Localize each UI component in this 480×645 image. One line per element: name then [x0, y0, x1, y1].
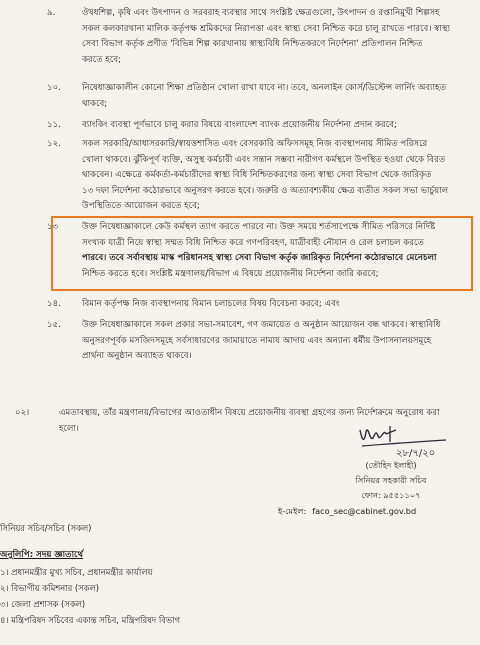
cc-item: ১। প্রধানমন্ত্রীর মুখ্য সচিব, প্রধানমন্ত্রীর কার্যালয়: [0, 567, 153, 577]
text-line: অনুসরণপূর্বক মসজিদসমূহে সর্বসাধারণের জামায়াতে নামায আদায় এবং অন্যান্য ধর্মীয় উপাসনালয়সমূহে: [82, 335, 432, 346]
text-line: প্রার্থনা অনুষ্ঠান অব্যাহত থাকবে।: [82, 351, 192, 362]
item-number: ১২.: [47, 139, 61, 149]
item-text: [82, 137, 460, 215]
signatory-phone: ফোন: ৯৫৫১১০৭: [361, 490, 421, 500]
item-number: ১৫.: [47, 320, 61, 330]
text-line: হলো।: [59, 423, 79, 434]
item-number: ১১.: [47, 120, 61, 130]
item-text: [82, 81, 460, 112]
item-text: [82, 220, 460, 282]
email-line: [278, 506, 416, 519]
signatory-designation: সিনিয়র সহকারী সচিব: [355, 475, 427, 485]
text-line: থাকবে;: [82, 98, 108, 109]
text-line: ব্যাংকিং ব্যবস্থা পূর্ণভাবে চালু করার বিষয়ে বাংলাদেশ ব্যাংক প্রয়োজনীয় নির্দেশনা প্রদান করবে;: [82, 120, 397, 130]
text-line: সকল সরকারি/আধাসরকারি/স্বায়ত্তশাসিত এবং বেসরকারি অফিসসমূহ নিজ ব্যবস্থাপনায় সীমিত পরিসরে: [82, 139, 428, 149]
text-line: উক্ত নিষেধাজ্ঞাকালে কেউ কর্মস্থল ত্যাগ করতে পারবে না। উক্ত সময়ে শর্তসাপেক্ষে সীমিত পরিসরে নির্দিষ্ট: [82, 222, 436, 232]
paragraph-number: ০২।: [15, 408, 30, 418]
signatory-name: (তৌহিদ ইলাহী): [365, 460, 417, 470]
signature-date: ২৮/৭/২০: [396, 448, 436, 459]
email-address: faco_sec@cabinet.gov.bd: [312, 506, 417, 516]
cc-item: ৩। জেলা প্রশাসক (সকল): [0, 599, 86, 609]
email-label: ই-মেইল:: [278, 506, 307, 516]
text-line: বিমান কর্তৃপক্ষ নিজ ব্যবস্থাপনায় বিমান চলাচলের বিষয় বিবেচনা করবে; এবং: [82, 299, 340, 309]
text-line-bold: পারবে। তবে সর্বাবস্থায় মাস্ক পরিধানসহ স্বাস্থ্য সেবা বিভাগ কর্তৃক জারিকৃত নির্দেশনা কঠোরভাবে মেনেচলা: [82, 253, 437, 264]
item-text: [82, 297, 460, 313]
cc-heading: অনুলিপি: সদয় জ্ঞাতার্থে: [0, 550, 84, 560]
cc-item: ৪। মন্ত্রিপরিষদ সচিবের একান্ত সচিব, মন্ত্রিপরিষদ বিভাগ: [0, 615, 181, 625]
text-line: নিশ্চিত করতে হবে। সংশ্লিষ্ট মন্ত্রণালয়/বিভাগ এ বিষয়ে প্রয়োজনীয় নির্দেশনা জারি করবে;: [82, 268, 379, 279]
item-text: [82, 118, 460, 134]
text-line: খোলা থাকবে। ঝুঁকিপূর্ণ ব্যক্তি, অসুস্থ কর্মচারী এবং সন্তান সম্ভবা নারীগণ কর্মস্থলে উপস্থিত হওয়া থেকে বিরত: [82, 154, 446, 165]
item-text: [82, 318, 460, 365]
text-line: থাকবেন। এক্ষেত্রে কর্মকর্তা-কর্মচারীদের স্বাস্থ্য বিধি নিশ্চিতকরণের জন্য স্বাস্থ্য সেবা বিভাগ থেকে জারিকৃত: [82, 170, 432, 181]
item-number: ১৪.: [47, 299, 61, 309]
text-line: সংখ্যক যাত্রী নিয়ে স্বাস্থ্য সম্মত বিধি নিশ্চিত করে গণপরিবহণ, যাত্রীবাহী নৌযান ও রেল চলাচল করতে: [82, 237, 424, 248]
text-line: নিষেধাজ্ঞাকালীন কোনো শিক্ষা প্রতিষ্ঠান খোলা রাখা যাবে না। তবে, অনলাইন কোর্স/ডিস্টেন্স লার্নিং অব্যাহত: [82, 83, 447, 93]
addressee: সিনিয়র সচিব/সচিব (সকল): [0, 523, 92, 533]
text-line: উক্ত নিষেধাজ্ঞাকালে সকল প্রকার সভা-সমাবেশ, গণ জমায়েত ও অনুষ্ঠান আয়োজন বন্ধ থাকবে। স্বাস্থ্যবিধি: [82, 320, 441, 330]
item-number: ৯.: [47, 8, 56, 18]
text-line: ১৩ দফা নির্দেশনা কঠোরভাবে অনুসরণ করতে হবে। জরুরি ও অত্যাবশ্যকীয় ক্ষেত্র ব্যতীত সকল সভা ভার্চুয়াল: [82, 185, 449, 196]
text-line: করতে হবে;: [82, 54, 122, 65]
text-line: এমতাবস্থায়, তাঁর মন্ত্রণালয়/বিভাগের আওতাধীন বিষয়ে প্রয়োজনীয় ব্যবস্থা গ্রহণের জন্য নির্দেশক্রমে অনুরোধ করা: [59, 408, 440, 418]
text-line: সেবা বিভাগ কর্তৃক প্রণীত 'বিভিন্ন শিল্প কারখানায় স্বাস্থ্যবিধি নিশ্চিতকরণে নির্দেশনা' প্রতিপালন নিশ্চিত: [82, 39, 423, 50]
text-line: সকল কলকারখানা মালিক কর্তৃপক্ষ শ্রমিকদের নিরাপত্তা এবং স্বাস্থ্য সেবা নিশ্চিত করে চালু রাখতে পারবে। স্বাস্থ্য: [82, 23, 451, 34]
text-line: ঔষধশিল্প, কৃষি এবং উৎপাদন ও সরবরাহ ব্যবস্থার সাথে সংশ্লিষ্ট ক্ষেত্রগুলো, উৎপাদন ও রপ্তানিমুখী শিল্পসহ: [82, 8, 440, 18]
item-text: [82, 6, 460, 68]
item-number: ১০.: [47, 83, 61, 93]
text-line: উপস্থিতিতে আয়োজন করতে হবে;: [82, 201, 200, 212]
cc-item: ২। বিভাগীয় কমিশনার (সকল): [0, 583, 100, 593]
signature-block: [316, 458, 466, 503]
handwritten-signature: [356, 420, 451, 460]
item-number: ১৩: [47, 222, 59, 232]
